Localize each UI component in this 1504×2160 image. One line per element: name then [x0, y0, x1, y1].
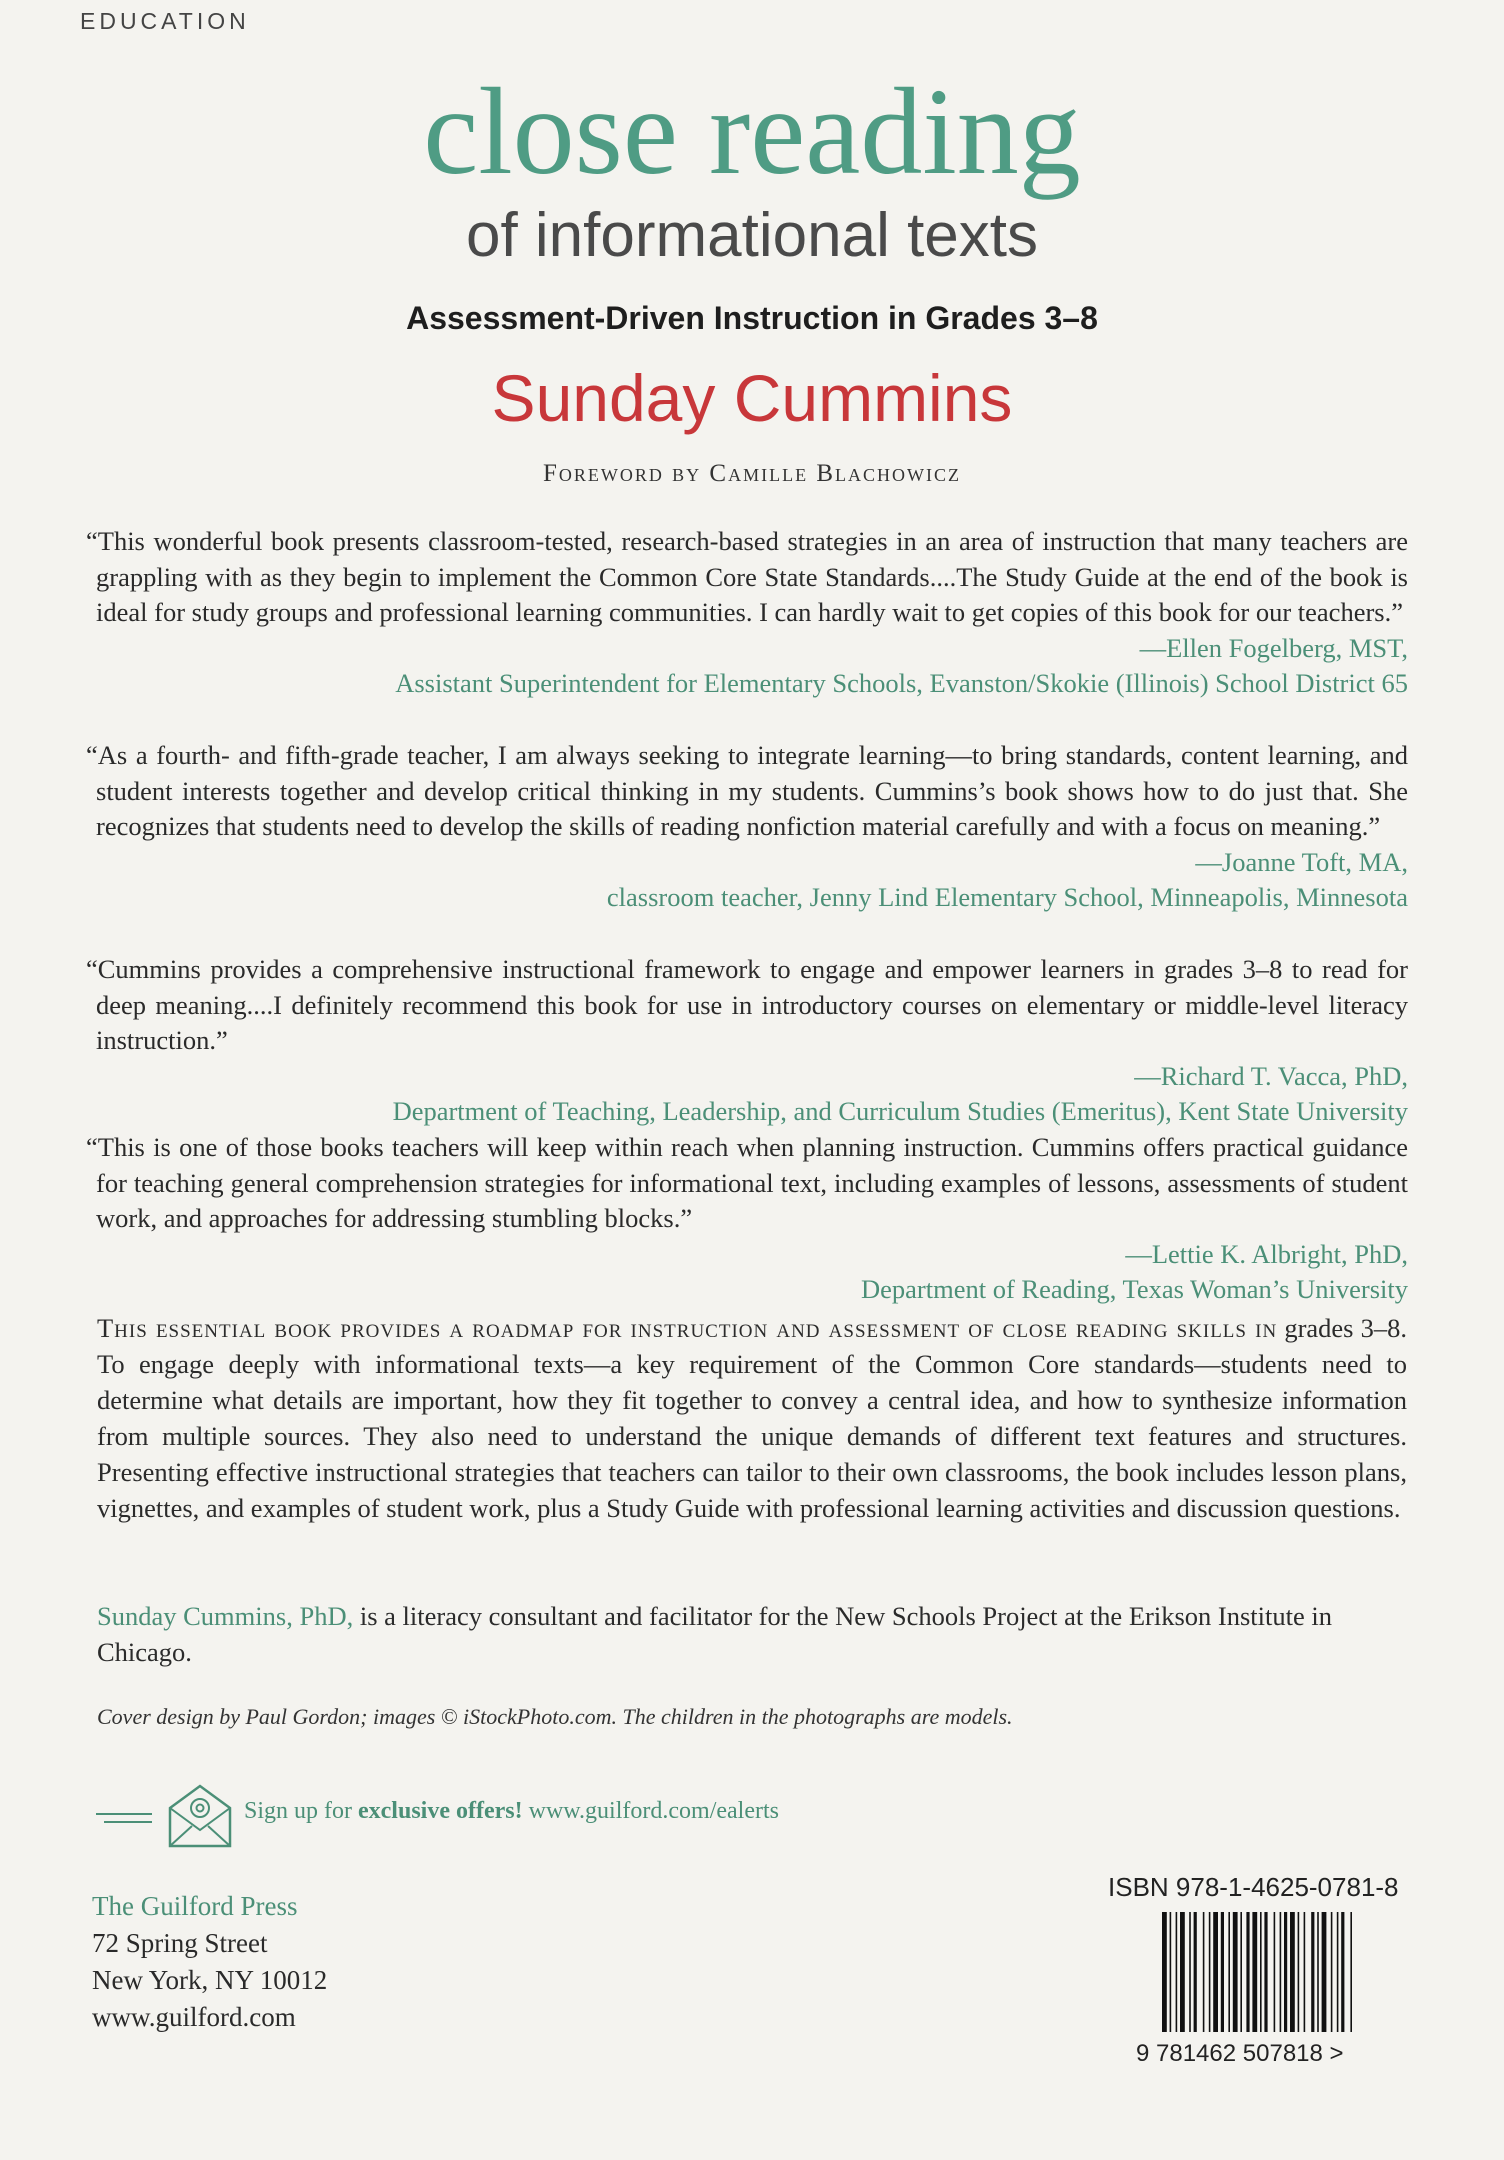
author-bio	[97, 1598, 1407, 1670]
signup-pre: Sign up for	[244, 1798, 352, 1824]
barcode-bar	[1209, 1912, 1211, 2032]
endorsement-quote	[86, 738, 1408, 916]
endorsement-quote	[86, 952, 1408, 1130]
barcode-bar	[1194, 1912, 1197, 2032]
quote-affiliation: Assistant Superintendent for Elementary Schools, Evanston/Skokie (Illinois) School District 65	[395, 668, 1408, 698]
barcode-bar	[1180, 1912, 1185, 2032]
book-description	[97, 1310, 1407, 1526]
quote-affiliation: Department of Teaching, Leadership, and Curriculum Studies (Emeritus), Kent State University	[392, 1096, 1408, 1126]
barcode-bar	[1240, 1912, 1242, 2032]
barcode-digits: 9 781462 507818 >	[1136, 2040, 1344, 2067]
barcode-bar	[1274, 1912, 1276, 2032]
barcode-bar	[1233, 1912, 1238, 2032]
category-label: EDUCATION	[80, 8, 250, 34]
quote-text: “This wonderful book presents classroom-tested, research-based strategies in an area of instruction that many teachers are grappling with as they begin to implement the Common Core State Standards....The Study Guide at the end of the book is ideal for study groups and professional learning communities. I can hardly wait to get copies of this book for our teachers.”	[86, 526, 1408, 627]
barcode-bar	[1203, 1912, 1205, 2032]
barcode-bar	[1280, 1912, 1282, 2032]
envelope-icon	[92, 1780, 232, 1850]
endorsement-quote	[86, 524, 1408, 702]
quote-text: “This is one of those books teachers will keep within reach when planning instruction. Cummins offers practical guidance for teaching general comprehension strategies for informational text, including examples of lessons, assessments of student work, and approaches for addressing stumbling blocks.”	[86, 1132, 1408, 1233]
barcode-bar	[1228, 1912, 1230, 2032]
isbn-label: ISBN 978-1-4625-0781-8	[1108, 1872, 1399, 1902]
barcode-bar	[1252, 1912, 1257, 2032]
foreword-credit: Foreword by Camille Blachowicz	[543, 460, 961, 487]
signup-url[interactable]: www.guilford.com/ealerts	[528, 1798, 779, 1824]
description-body: grades 3–8. To engage deeply with informational texts—a key requirement of the Common Core standards—students need to determine what details are important, how they fit together to convey a central idea, and how to synthesize information from multiple sources. They also need to understand the unique demands of different text features and structures. Presenting effective instructional strategies that teachers can tailor to their own classrooms, the book includes lesson plans, vignettes, and examples of student work, plus a Study Guide with professional learning activities and discussion questions.	[97, 1313, 1407, 1523]
barcode-bar	[1322, 1912, 1327, 2032]
quote-name: —Ellen Fogelberg, MST,	[1139, 632, 1408, 663]
barcode-bar	[1162, 1912, 1167, 2032]
barcode-bar	[1337, 1912, 1339, 2032]
quote-name: —Joanne Toft, MA,	[1195, 846, 1408, 877]
barcode-bar	[1341, 1912, 1344, 2032]
quote-name: —Lettie K. Albright, PhD,	[1125, 1238, 1408, 1269]
quote-name: —Richard T. Vacca, PhD,	[1134, 1060, 1408, 1091]
publisher-city: New York, NY 10012	[92, 1965, 328, 1995]
book-title-sub: of informational texts	[465, 201, 1039, 270]
endorsement-quote	[86, 1130, 1408, 1308]
barcode-bar	[1189, 1912, 1191, 2032]
barcode-bar	[1260, 1912, 1262, 2032]
description-lead: This essential book provides a roadmap for instruction and assessment of close reading skills in	[97, 1313, 1278, 1343]
barcode-bar	[1304, 1912, 1306, 2032]
barcode-bar	[1350, 1912, 1352, 2032]
publisher-name: The Guilford Press	[92, 1891, 298, 1921]
author-name: Sunday Cummins	[491, 361, 1013, 435]
quote-text: “As a fourth- and fifth-grade teacher, I am always seeking to integrate learning—to bring standards, content learning, and student interests together and develop critical thinking in my students. Cummins’s book shows how to do just that. She recognizes that students need to develop the skills of reading nonfiction material carefully and with a focus on meaning.”	[86, 740, 1408, 841]
signup-promo	[92, 1780, 892, 1850]
barcode-icon	[1160, 1912, 1384, 2036]
barcode-bar	[1284, 1912, 1287, 2032]
barcode-bar	[1264, 1912, 1267, 2032]
bio-text: is a literacy consultant and facilitator for the New Schools Project at the Erikson Institute in Chicago.	[97, 1601, 1332, 1667]
book-subtitle: Assessment-Driven Instruction in Grades 3–8	[406, 300, 1098, 336]
book-title: close reading	[423, 63, 1081, 200]
quote-text: “Cummins provides a comprehensive instructional framework to engage and empower learners in grades 3–8 to read for deep meaning....I definitely recommend this book for use in introductory courses on elementary or middle-level literacy instruction.”	[86, 954, 1408, 1055]
barcode-bar	[1311, 1912, 1314, 2032]
bio-name: Sunday Cummins, PhD,	[97, 1601, 354, 1631]
publisher-address	[92, 1888, 327, 2036]
barcode-bar	[1290, 1912, 1295, 2032]
quote-affiliation: classroom teacher, Jenny Lind Elementary School, Minneapolis, Minnesota	[606, 882, 1408, 912]
barcode-bar	[1246, 1912, 1249, 2032]
barcode-bar	[1317, 1912, 1319, 2032]
publisher-web[interactable]: www.guilford.com	[92, 2002, 296, 2032]
barcode-bar	[1213, 1912, 1218, 2032]
quote-affiliation: Department of Reading, Texas Woman’s University	[860, 1274, 1408, 1304]
barcode-bar	[1170, 1912, 1172, 2032]
publisher-street: 72 Spring Street	[92, 1928, 268, 1958]
barcode-bar	[1298, 1912, 1300, 2032]
barcode-bar	[1331, 1912, 1333, 2032]
cover-credits: Cover design by Paul Gordon; images © iStockPhoto.com. The children in the photographs are models.	[97, 1704, 1013, 1729]
barcode-bar	[1176, 1912, 1178, 2032]
signup-text	[244, 1798, 779, 1825]
signup-offer: exclusive offers!	[358, 1798, 523, 1824]
barcode-bar	[1221, 1912, 1224, 2032]
